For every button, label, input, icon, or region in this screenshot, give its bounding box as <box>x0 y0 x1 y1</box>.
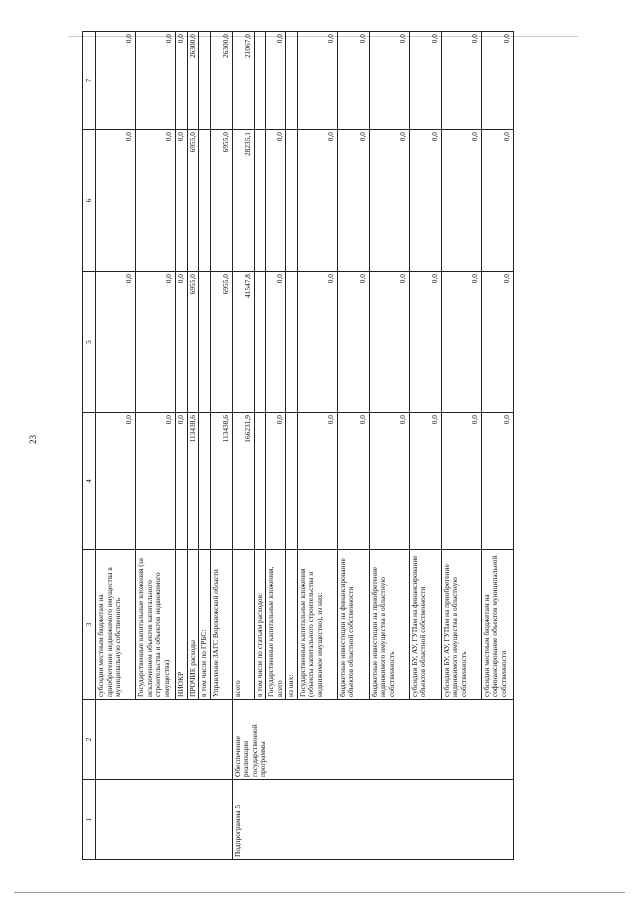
value-cell <box>254 272 266 413</box>
value-cell: 0,0 <box>297 413 337 550</box>
value-cell: 0,0 <box>369 130 409 272</box>
value-cell: 0,0 <box>96 32 136 130</box>
col-header-1: 1 <box>83 780 96 860</box>
value-cell: 0,0 <box>409 413 441 550</box>
value-cell: 28235,1 <box>232 130 254 272</box>
row-label: субсидии местным бюджетам на софинансирование объектов муниципальной собственности <box>481 550 513 700</box>
value-cell: 0,0 <box>369 272 409 413</box>
row-label: Государственные капитальные вложения (за исключением объектов капитального строительства и объектов недвижимого имущества) <box>136 550 176 700</box>
value-cell <box>286 272 298 413</box>
value-cell: 166231,9 <box>232 413 254 550</box>
value-cell: 0,0 <box>136 413 176 550</box>
value-cell: 0,0 <box>337 413 369 550</box>
value-cell <box>254 130 266 272</box>
value-cell <box>199 413 211 550</box>
value-cell: 26300,0 <box>187 32 199 130</box>
value-cell: 0,0 <box>136 130 176 272</box>
value-cell: 0,0 <box>176 272 188 413</box>
value-cell: 0,0 <box>96 413 136 550</box>
value-cell: 0,0 <box>409 130 441 272</box>
empty-cell <box>96 780 233 860</box>
value-cell: 41547,8 <box>232 272 254 413</box>
value-cell: 6955,0 <box>187 272 199 413</box>
header-row <box>83 32 96 860</box>
col-header-7: 7 <box>83 32 96 130</box>
value-cell: 0,0 <box>481 130 513 272</box>
value-cell: 0,0 <box>481 413 513 550</box>
row-label: из них: <box>286 550 298 700</box>
row-label: ПРОЧИЕ расходы <box>187 550 199 700</box>
page-number: 23 <box>28 435 38 444</box>
value-cell: 6955,0 <box>210 272 232 413</box>
value-cell: 0,0 <box>441 32 481 130</box>
value-cell: 0,0 <box>266 272 286 413</box>
subprogram-code: Подпрограмма 5 <box>232 780 513 860</box>
row-label: всего <box>232 550 254 700</box>
row-label: в том числе по ГРБС: <box>199 550 211 700</box>
value-cell: 0,0 <box>337 130 369 272</box>
row-label: субсидии местным бюджетам на приобретение недвижимого имущества в муниципальную собственность <box>96 550 136 700</box>
value-cell: 6955,0 <box>210 130 232 272</box>
value-cell: 0,0 <box>96 130 136 272</box>
value-cell: 26300,0 <box>210 32 232 130</box>
value-cell: 0,0 <box>297 32 337 130</box>
value-cell: 0,0 <box>369 413 409 550</box>
value-cell <box>254 32 266 130</box>
value-cell: 0,0 <box>441 272 481 413</box>
value-cell: 0,0 <box>337 272 369 413</box>
table-row <box>96 32 136 860</box>
row-label: бюджетные инвестиции на финансирование объектов областной собственности <box>337 550 369 700</box>
col-header-2: 2 <box>83 700 96 780</box>
value-cell: 0,0 <box>481 32 513 130</box>
col-header-6: 6 <box>83 130 96 272</box>
value-cell: 0,0 <box>409 32 441 130</box>
value-cell <box>286 32 298 130</box>
budget-table <box>82 31 514 860</box>
table-row <box>232 32 254 860</box>
page-bottom-line <box>14 892 625 893</box>
value-cell: 113438,6 <box>210 413 232 550</box>
row-label: субсидии БУ, АУ, ГУПам на приобретение недвижимого имущества в областную собственность <box>441 550 481 700</box>
value-cell: 0,0 <box>369 32 409 130</box>
row-label: Управление ЗАГС Воронежской области <box>210 550 232 700</box>
value-cell: 0,0 <box>297 272 337 413</box>
col-header-3: 3 <box>83 550 96 700</box>
value-cell: 0,0 <box>176 413 188 550</box>
subprogram-name: Обеспечение реализации государственной программы <box>232 700 513 780</box>
col-header-5: 5 <box>83 272 96 413</box>
value-cell: 0,0 <box>337 32 369 130</box>
row-label: в том числе по статьям расходов: <box>254 550 266 700</box>
row-label: Государственные капитальные вложения (объекты капитального строительства и недвижимое имущество), из них: <box>297 550 337 700</box>
value-cell: 0,0 <box>136 272 176 413</box>
value-cell: 113438,6 <box>187 413 199 550</box>
value-cell: 0,0 <box>266 413 286 550</box>
value-cell: 0,0 <box>266 130 286 272</box>
empty-cell <box>96 700 233 780</box>
value-cell: 0,0 <box>176 32 188 130</box>
value-cell <box>254 413 266 550</box>
value-cell: 0,0 <box>136 32 176 130</box>
row-label: Государственные капитальные вложения, всего <box>266 550 286 700</box>
value-cell <box>286 130 298 272</box>
value-cell: 21067,0 <box>232 32 254 130</box>
row-label: бюджетные инвестиции на приобретение недвижимого имущества в областную собственность <box>369 550 409 700</box>
value-cell: 0,0 <box>481 272 513 413</box>
value-cell: 0,0 <box>441 130 481 272</box>
value-cell <box>199 272 211 413</box>
value-cell: 6955,0 <box>187 130 199 272</box>
col-header-4: 4 <box>83 413 96 550</box>
value-cell: 0,0 <box>441 413 481 550</box>
value-cell <box>199 32 211 130</box>
value-cell: 0,0 <box>96 272 136 413</box>
value-cell <box>286 413 298 550</box>
row-label: субсидии БУ, АУ, ГУПам на финансирование объектов областной собственности <box>409 550 441 700</box>
row-label: НИОКР <box>176 550 188 700</box>
value-cell: 0,0 <box>297 130 337 272</box>
rotated-table-container <box>82 32 578 860</box>
value-cell <box>199 130 211 272</box>
value-cell: 0,0 <box>266 32 286 130</box>
value-cell: 0,0 <box>176 130 188 272</box>
value-cell: 0,0 <box>409 272 441 413</box>
